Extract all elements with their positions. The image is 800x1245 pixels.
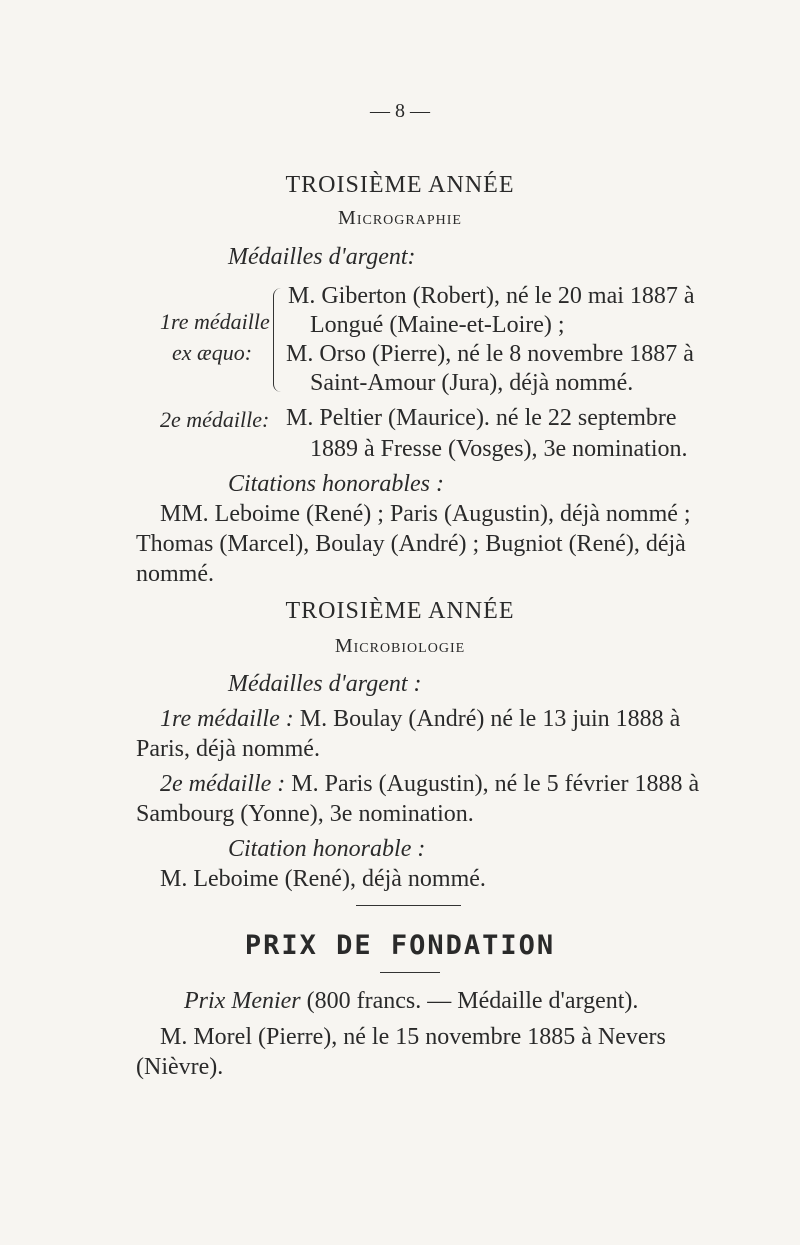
medal-text: M. Boulay (André) né le 13 juin 1888 à — [299, 706, 681, 732]
second-medal-label: 2e médaille: — [160, 407, 270, 432]
section-subheading: Micrographie — [338, 207, 462, 229]
medal-line: Paris, déjà nommé. — [136, 736, 320, 762]
medals-label: Médailles d'argent : — [228, 671, 422, 697]
brace — [273, 288, 284, 392]
medals-label: Médailles d'argent: — [228, 244, 416, 270]
medal-label: 2e médaille : — [160, 771, 286, 797]
section-heading: TROISIÈME ANNÉE — [285, 172, 515, 198]
entry-line: Saint-Amour (Jura), déjà nommé. — [310, 370, 634, 396]
citation-text: M. Leboime (René), déjà nommé. — [160, 866, 486, 892]
citation-label: Citation honorable : — [228, 836, 426, 862]
prize-line — [184, 988, 638, 1015]
prize-detail: (800 francs. — Médaille d'argent). — [306, 988, 639, 1014]
citations-line: Thomas (Marcel), Boulay (André) ; Bugniot (René), déjà — [136, 531, 686, 557]
divider — [356, 905, 461, 906]
citations-line: MM. Leboime (René) ; Paris (Augustin), déjà nommé ; — [160, 501, 691, 527]
medal-label: 1re médaille : — [160, 706, 294, 732]
medal-line — [160, 771, 699, 798]
medal-text: M. Paris (Augustin), né le 5 février 1888 à — [291, 771, 700, 797]
medal-line: Sambourg (Yonne), 3e nomination. — [136, 801, 474, 827]
section-heading: TROISIÈME ANNÉE — [285, 598, 515, 624]
entry-line: Longué (Maine-et-Loire) ; — [310, 312, 565, 338]
entry-line: 1889 à Fresse (Vosges), 3e nomination. — [310, 436, 688, 462]
prix-heading: PRIX DE FONDATION — [244, 930, 556, 961]
entry-line: M. Giberton (Robert), né le 20 mai 1887 à — [288, 283, 695, 309]
citations-line: nommé. — [136, 561, 214, 587]
winner-line: (Nièvre). — [136, 1054, 224, 1080]
citations-label: Citations honorables : — [228, 471, 445, 497]
ex-aequo-label: ex æquo: — [172, 340, 253, 365]
page-number: — 8 — — [370, 100, 430, 122]
medal-line — [160, 706, 680, 733]
winner-line: M. Morel (Pierre), né le 15 novembre 1885 à Nevers — [160, 1024, 666, 1050]
entry-line: M. Peltier (Maurice). né le 22 septembre — [286, 405, 677, 431]
entry-line: M. Orso (Pierre), né le 8 novembre 1887 à — [286, 341, 694, 367]
prize-name: Prix Menier — [184, 988, 301, 1014]
section-subheading: Microbiologie — [334, 635, 466, 657]
divider — [380, 972, 440, 973]
first-medal-label: 1re médaille — [160, 309, 270, 334]
